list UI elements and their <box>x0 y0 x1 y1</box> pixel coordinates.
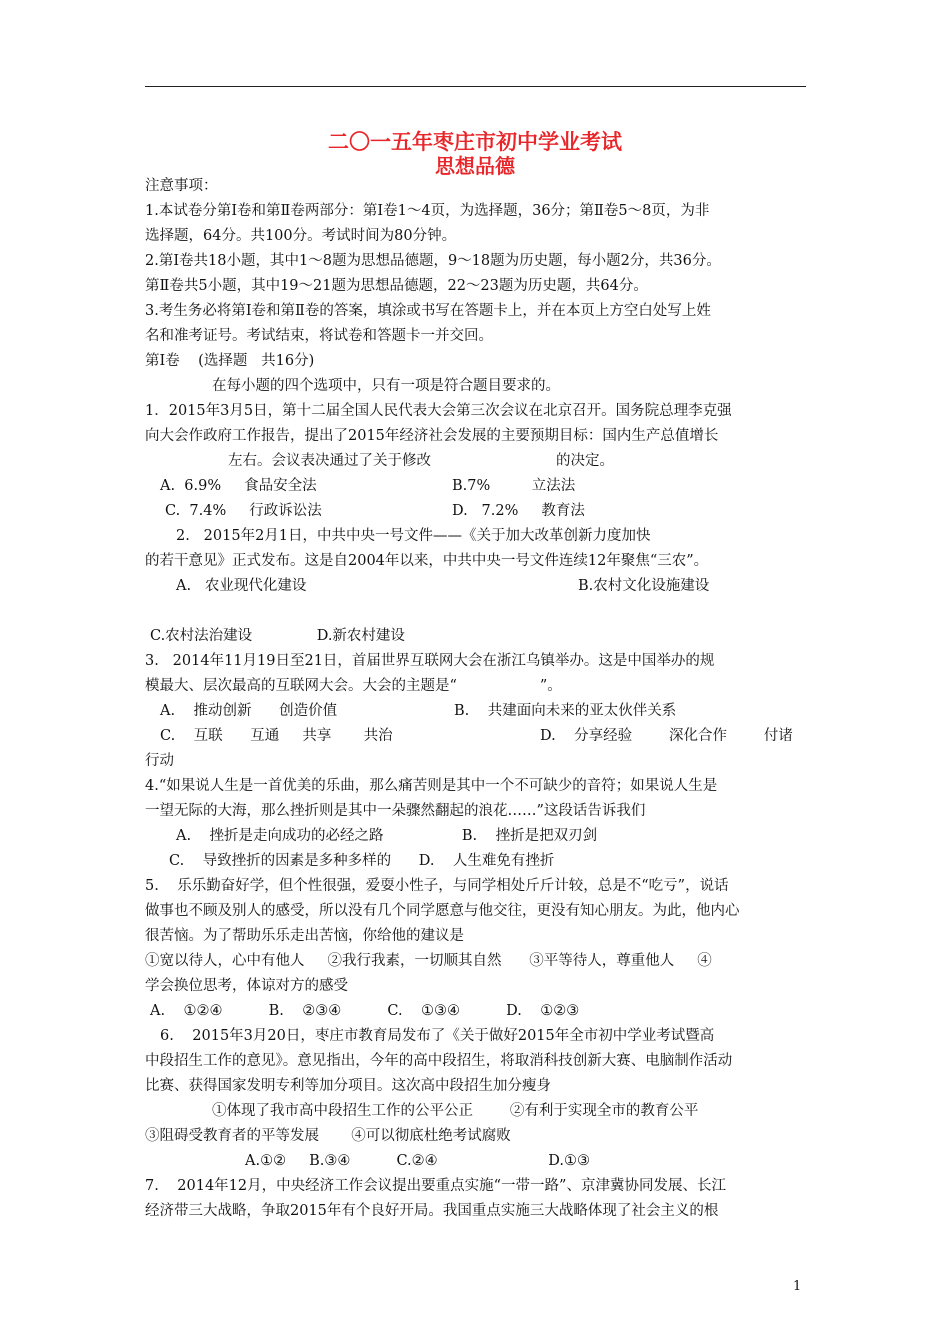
question-2-text: 2. 2015年2月1日，中共中央一号文件——《关于加大改革创新力度加快 <box>176 528 651 544</box>
question-4-text: 4.“如果说人生是一首优美的乐曲，那么痛苦则是其中一个不可缺少的音符；如果说人生是 <box>145 778 718 794</box>
exam-subject: 思想品德 <box>435 154 515 178</box>
notice-line: 第Ⅱ卷共5小题，其中19～21题为思想品德题，22～23题为历史题，共64分。 <box>145 278 648 294</box>
question-1-option-d: D. 7.2% 教育法 <box>452 503 585 519</box>
notice-line: 2.第Ⅰ卷共18小题，其中1～8题为思想品德题，9～18题为历史题，每小题2分，共36分。 <box>145 253 721 269</box>
question-6-text: 比赛、获得国家发明专利等加分项目。这次高中段招生加分瘦身 <box>145 1078 551 1094</box>
question-5-text: 做事也不顾及别人的感受，所以没有几个同学愿意与他交往，更没有知心朋友。为此，他内心 <box>145 903 740 919</box>
question-5-statements: ①宽以待人，心中有他人 ②我行我素，一切顺其自然 ③平等待人，尊重他人 ④ <box>145 953 712 969</box>
exam-title: 二〇一五年枣庄市初中学业考试 <box>328 130 622 154</box>
question-7-text: 经济带三大战略，争取2015年有个良好开局。我国重点实施三大战略体现了社会主义的根 <box>145 1203 719 1219</box>
question-3-option-a: A. 推动创新 创造价值 <box>160 703 338 719</box>
section-instruction: 在每小题的四个选项中，只有一项是符合题目要求的。 <box>212 378 560 394</box>
question-7-text: 7. 2014年12月，中央经济工作会议提出要重点实施“一带一路”、京津冀协同发展、长江 <box>145 1178 726 1194</box>
question-5-text: 很苦恼。为了帮助乐乐走出苦恼，你给他的建议是 <box>145 928 464 944</box>
question-1-text: 的决定。 <box>556 453 614 469</box>
question-3-option-d: D. 分享经验 深化合作 付诸 <box>540 728 793 744</box>
question-6-options: A.①② B.③④ C.②④ D.①③ <box>245 1153 590 1169</box>
page-number: 1 <box>793 1279 802 1294</box>
notice-line: 名和准考证号。考试结束，将试卷和答题卡一并交回。 <box>145 328 493 344</box>
question-5-statements: 学会换位思考，体谅对方的感受 <box>145 978 348 994</box>
question-4-option-ab: A. 挫折是走向成功的必经之路 B. 挫折是把双刃剑 <box>176 828 598 844</box>
question-3-text: 3. 2014年11月19日至21日，首届世界互联网大会在浙江乌镇举办。这是中国举办的规 <box>145 653 715 669</box>
question-1-option-b: B.7% 立法法 <box>452 478 576 494</box>
question-2-text: 的若干意见》正式发布。这是自2004年以来，中共中央一号文件连续12年聚焦“三农”。 <box>145 553 709 569</box>
notice-line: 3.考生务必将第Ⅰ卷和第Ⅱ卷的答案，填涂或书写在答题卡上，并在本页上方空白处写上姓 <box>145 303 711 319</box>
question-3-option-c: C. 互联 互通 共享 共治 <box>160 728 393 744</box>
question-3-option-b: B. 共建面向未来的亚太伙伴关系 <box>454 703 677 719</box>
question-1-option-c: C. 7.4% 行政诉讼法 <box>165 503 322 519</box>
question-1-text: 左右。会议表决通过了关于修改 <box>228 453 431 469</box>
notice-line: 1.本试卷分第Ⅰ卷和第Ⅱ卷两部分：第Ⅰ卷1～4页，为选择题，36分；第Ⅱ卷5～8页，为非 <box>145 203 710 219</box>
notice-line: 选择题，64分。共100分。考试时间为80分钟。 <box>145 228 457 244</box>
question-4-text: 一望无际的大海，那么挫折则是其中一朵骤然翻起的浪花……”这段话告诉我们 <box>145 803 646 819</box>
question-1-text: 向大会作政府工作报告，提出了2015年经济社会发展的主要预期目标：国内生产总值增长 <box>145 428 719 444</box>
header-rule <box>145 86 806 87</box>
question-1-option-a: A. 6.9% 食品安全法 <box>160 478 317 494</box>
question-6-text: 中段招生工作的意见》。意见指出，今年的高中段招生，将取消科技创新大赛、电脑制作活动 <box>145 1053 733 1069</box>
question-3-text: 模最大、层次最高的互联网大会。大会的主题是“ ”。 <box>145 678 562 694</box>
question-6-text: 6. 2015年3月20日，枣庄市教育局发布了《关于做好2015年全市初中学业考试暨高 <box>160 1028 715 1044</box>
question-4-option-cd: C. 导致挫折的因素是多种多样的 D. 人生难免有挫折 <box>169 853 555 869</box>
notice-heading: 注意事项： <box>145 178 218 194</box>
question-6-statements: ①体现了我市高中段招生工作的公平公正 ②有利于实现全市的教育公平 <box>212 1103 699 1119</box>
question-6-statements: ③阻碍受教育者的平等发展 ④可以彻底杜绝考试腐败 <box>145 1128 511 1144</box>
question-2-option-a: A. 农业现代化建设 <box>176 578 307 594</box>
question-5-options: A. ①②④ B. ②③④ C. ①③④ D. ①②③ <box>150 1003 580 1019</box>
question-5-text: 5. 乐乐勤奋好学，但个性很强，爱耍小性子，与同学相处斤斤计较，总是不“吃亏”，说话 <box>145 878 729 894</box>
question-2-option-cd: C.农村法治建设 D.新农村建设 <box>150 628 405 644</box>
question-2-option-b: B.农村文化设施建设 <box>578 578 710 594</box>
section-label: 第Ⅰ卷 (选择题 共16分) <box>145 353 315 369</box>
question-3-option-d-cont: 行动 <box>145 753 174 769</box>
question-1-text: 1．2015年3月5日，第十二届全国人民代表大会第三次会议在北京召开。国务院总理李克强 <box>145 403 732 419</box>
